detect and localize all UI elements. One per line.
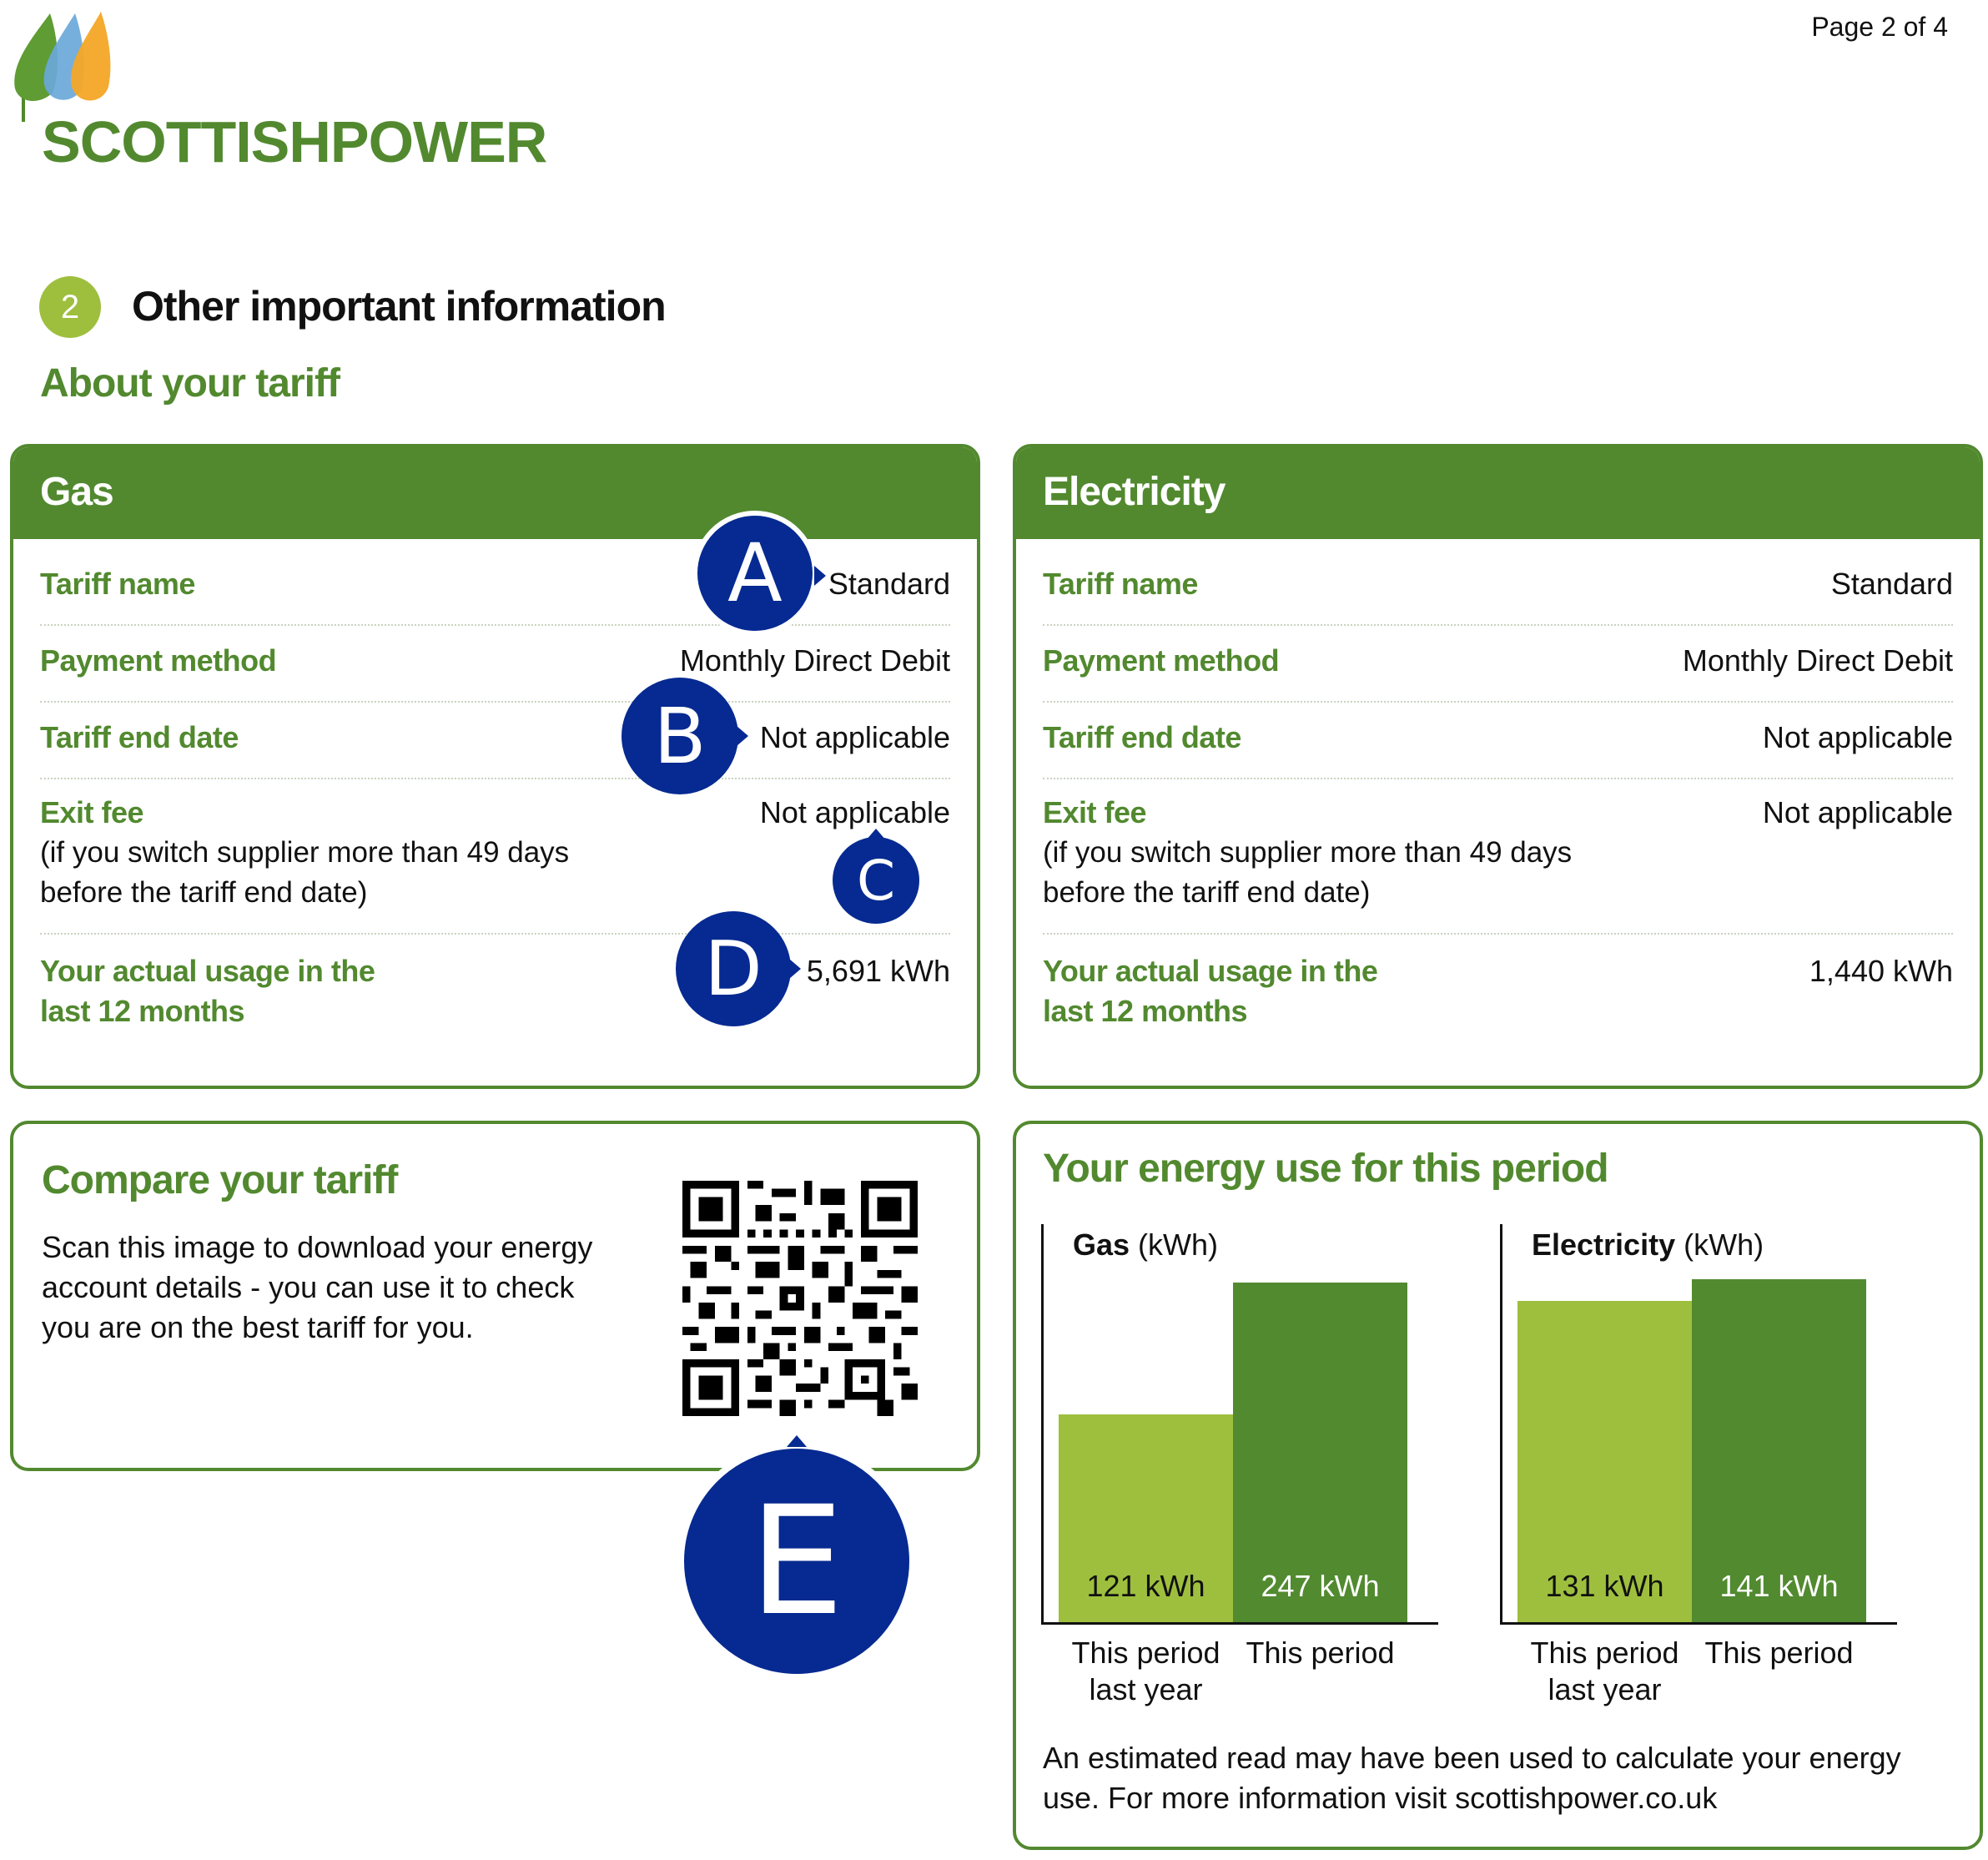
gas-row-tariff-end-date — [40, 718, 950, 758]
bar-value-label: 247 kWh — [1261, 1569, 1380, 1603]
compare-title: Compare your tariff — [42, 1158, 398, 1202]
compare-tariff-card — [10, 1121, 980, 1471]
row-label: Tariff end date — [1043, 720, 1241, 754]
row-label: Tariff name — [1043, 567, 1198, 601]
row-value: Not applicable — [1762, 795, 1953, 829]
gas-bar-this-period — [1233, 1283, 1407, 1622]
row-label: Payment method — [1043, 643, 1280, 678]
row-label: Your actual usage in the — [40, 954, 375, 988]
elec-row-annual-usage — [1043, 951, 1953, 1031]
electricity-card-header — [1016, 447, 1980, 539]
qr-code-icon[interactable] — [682, 1181, 918, 1416]
estimated-read-note — [1043, 1738, 1901, 1818]
badge-pointer-icon — [787, 1435, 807, 1447]
electricity-usage-chart — [1500, 1224, 1900, 1658]
row-label: Exit fee — [40, 795, 144, 829]
row-value: Monthly Direct Debit — [1682, 643, 1953, 678]
bar-value-label: 141 kWh — [1719, 1569, 1839, 1603]
gas-row-payment-method — [40, 641, 950, 681]
annotation-badge-d — [676, 911, 791, 1026]
badge-pointer-icon — [789, 959, 801, 979]
compare-text-line: account details - you can use it to check — [42, 1270, 575, 1304]
row-value: Monthly Direct Debit — [679, 643, 950, 678]
row-value: 1,440 kWh — [1809, 954, 1953, 988]
row-label: last 12 months — [1043, 994, 1248, 1028]
elec-row-tariff-name — [1043, 564, 1953, 604]
badge-pointer-icon — [814, 566, 826, 586]
gas-chart-heading — [1073, 1227, 1218, 1263]
electricity-bar-this-period — [1692, 1279, 1866, 1622]
about-tariff-heading: About your tariff — [40, 361, 340, 406]
compare-text-line: Scan this image to download your energy — [42, 1230, 593, 1264]
elec-row-payment-method — [1043, 641, 1953, 681]
gas-usage-chart — [1041, 1224, 1442, 1658]
section-number-badge: 2 — [39, 276, 101, 338]
row-divider — [40, 778, 950, 779]
gas-card-title: Gas — [40, 470, 113, 514]
row-value: Not applicable — [759, 795, 950, 829]
electricity-xlabel-last-year — [1517, 1635, 1692, 1708]
badge-letter: E — [749, 1474, 844, 1649]
bar-value-label: 131 kWh — [1545, 1569, 1664, 1603]
row-divider — [40, 624, 950, 626]
bar-value-label: 121 kWh — [1086, 1569, 1205, 1603]
annotation-badge-a — [692, 511, 818, 636]
elec-row-tariff-end-date — [1043, 718, 1953, 758]
row-value: Not applicable — [1762, 720, 1953, 754]
xlabel-line: This period — [1071, 1636, 1220, 1670]
y-axis — [1500, 1224, 1502, 1625]
electricity-xlabel-this-period — [1692, 1635, 1866, 1671]
energy-use-card — [1013, 1121, 1983, 1850]
row-value: 5,691 kWh — [806, 954, 950, 988]
page-indicator: Page 2 of 4 — [1811, 12, 1948, 42]
electricity-tariff-card — [1013, 444, 1983, 1089]
row-label: last 12 months — [40, 994, 245, 1028]
row-sublabel: before the tariff end date) — [40, 876, 368, 909]
badge-pointer-icon — [737, 726, 748, 746]
gas-card-header — [13, 447, 977, 539]
chart-heading-unit: (kWh) — [1130, 1227, 1219, 1262]
elec-row-exit-fee — [1043, 793, 1953, 913]
xlabel-line: This period — [1704, 1636, 1854, 1670]
chart-heading-bold: Electricity — [1532, 1227, 1676, 1262]
row-divider — [1043, 933, 1953, 935]
row-label: Tariff end date — [40, 720, 239, 754]
brand-name: SCOTTISHPOWER — [42, 109, 547, 174]
gas-row-annual-usage — [40, 951, 950, 1031]
brand-logo — [7, 5, 140, 123]
x-axis — [1500, 1622, 1897, 1625]
gas-row-exit-fee — [40, 793, 950, 913]
row-sublabel: (if you switch supplier more than 49 days — [40, 836, 570, 869]
badge-letter: D — [704, 925, 762, 1013]
compare-text-line: you are on the best tariff for you. — [42, 1310, 474, 1344]
badge-letter: B — [653, 691, 707, 781]
badge-pointer-icon — [866, 829, 886, 840]
note-line: An estimated read may have been used to calculate your energy — [1043, 1741, 1901, 1775]
row-value: Standard — [1830, 567, 1953, 601]
row-value: Standard — [828, 567, 950, 601]
badge-letter: C — [856, 848, 896, 913]
annotation-badge-c — [833, 837, 919, 924]
row-divider — [1043, 701, 1953, 703]
xlabel-line: This period — [1246, 1636, 1395, 1670]
annotation-badge-b — [622, 678, 738, 794]
chart-heading-unit: (kWh) — [1675, 1227, 1764, 1262]
row-divider — [1043, 624, 1953, 626]
row-divider — [40, 701, 950, 703]
row-divider — [40, 933, 950, 935]
x-axis — [1041, 1622, 1438, 1625]
leaf-water-flame-logo-icon — [7, 5, 140, 123]
note-line: use. For more information visit scottishpower.co.uk — [1043, 1781, 1718, 1815]
gas-xlabel-this-period — [1233, 1635, 1407, 1671]
row-label: Your actual usage in the — [1043, 954, 1378, 988]
xlabel-line: This period — [1530, 1636, 1679, 1670]
badge-letter: A — [727, 527, 783, 620]
chart-heading-bold: Gas — [1073, 1227, 1130, 1262]
electricity-card-title: Electricity — [1043, 470, 1226, 514]
gas-bar-last-year — [1059, 1414, 1233, 1622]
row-sublabel: before the tariff end date) — [1043, 876, 1371, 909]
y-axis — [1041, 1224, 1044, 1625]
energy-use-title: Your energy use for this period — [1043, 1147, 1608, 1191]
row-sublabel: (if you switch supplier more than 49 days — [1043, 836, 1573, 869]
xlabel-line: last year — [1548, 1672, 1662, 1706]
xlabel-line: last year — [1089, 1672, 1203, 1706]
gas-tariff-card — [10, 444, 980, 1089]
row-label: Payment method — [40, 643, 277, 678]
annotation-badge-e — [677, 1442, 916, 1681]
section-title: Other important information — [132, 283, 666, 330]
row-label: Tariff name — [40, 567, 195, 601]
gas-xlabel-last-year — [1059, 1635, 1233, 1708]
electricity-bar-last-year — [1517, 1301, 1692, 1622]
row-label: Exit fee — [1043, 795, 1147, 829]
electricity-chart-heading — [1532, 1227, 1764, 1263]
row-divider — [1043, 778, 1953, 779]
compare-description — [42, 1227, 642, 1348]
row-value: Not applicable — [759, 720, 950, 754]
